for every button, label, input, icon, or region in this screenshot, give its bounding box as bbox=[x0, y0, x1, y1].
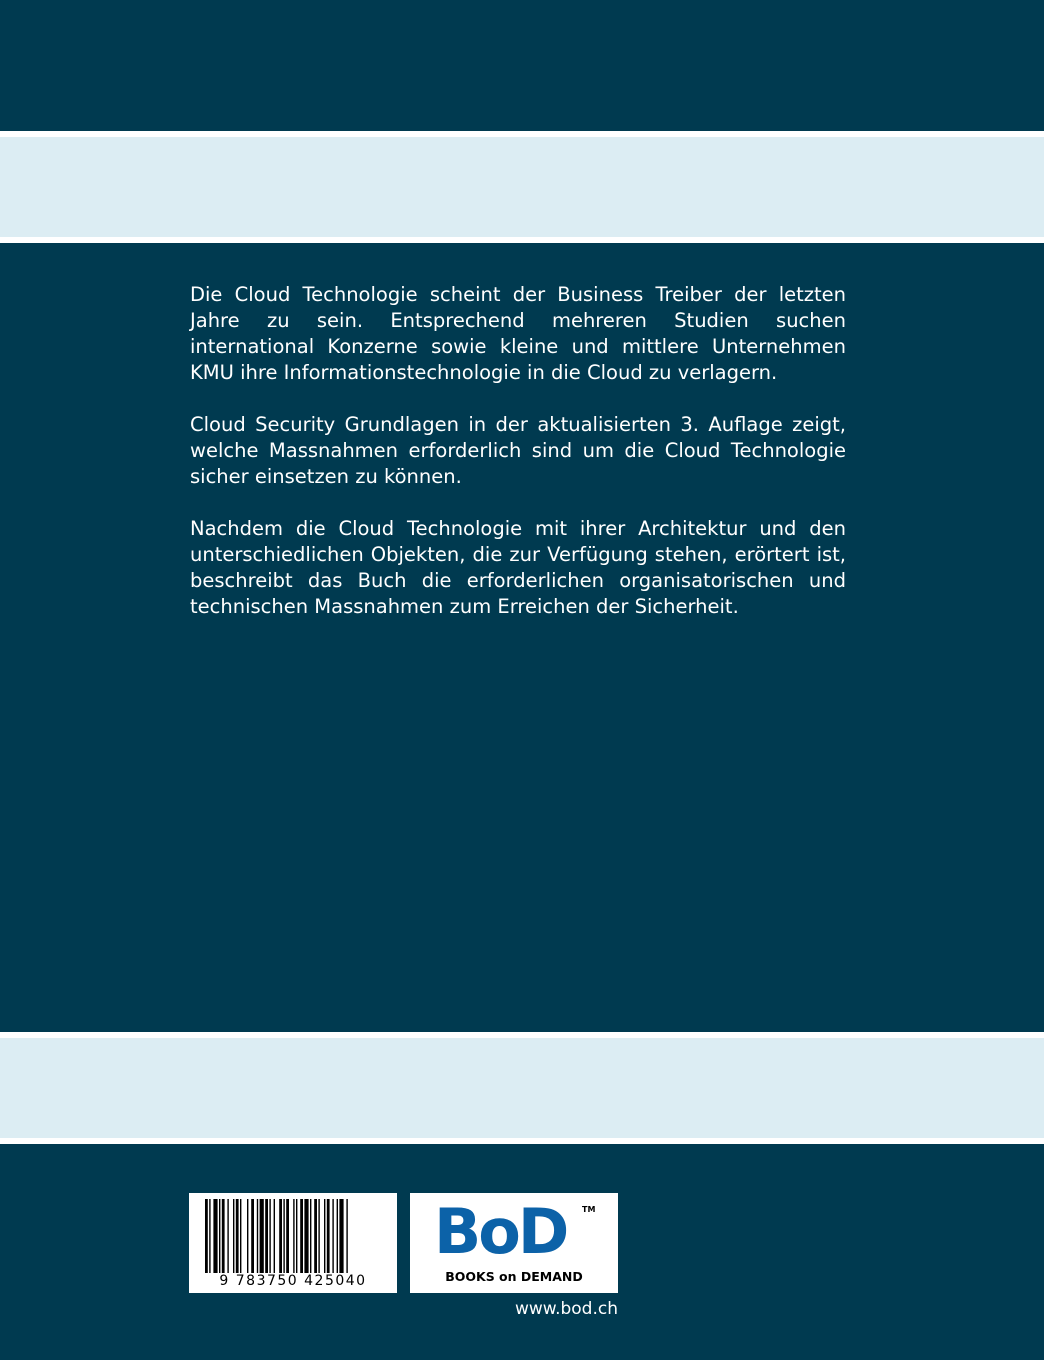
barcode-bar bbox=[209, 1199, 210, 1273]
logo-letter-o: o bbox=[478, 1195, 518, 1268]
barcode-bar bbox=[227, 1199, 228, 1273]
barcode-bar bbox=[233, 1199, 234, 1273]
barcode-bar bbox=[339, 1199, 343, 1273]
barcode-bar bbox=[300, 1199, 303, 1273]
barcode-bar bbox=[236, 1199, 239, 1273]
barcode-bar bbox=[337, 1199, 338, 1273]
blurb-paragraph-1: Die Cloud Technologie scheint der Business Treiber der letzten Jahre zu sein. Entsprechend mehreren Studien suchen international Konzerne sowie kleine und mittlere Unternehmen KMU ihre Informationstechnologie in die Cloud zu verlagern. bbox=[190, 283, 846, 384]
barcode-icon bbox=[201, 1199, 385, 1273]
barcode-bar bbox=[265, 1199, 268, 1273]
barcode-bar bbox=[251, 1199, 254, 1273]
trademark-mark: TM bbox=[582, 1205, 596, 1214]
bottom-light-band bbox=[0, 1038, 1044, 1138]
barcode-bar bbox=[293, 1199, 294, 1273]
publisher-website: www.bod.ch bbox=[514, 1299, 618, 1319]
blurb-paragraph-2: Cloud Security Grundlagen in der aktualisierten 3. Auflage zeigt, welche Massnahmen erforderlich sind um die Cloud Technologie sicher einsetzen zu können. bbox=[190, 413, 846, 488]
barcode-bar bbox=[318, 1199, 319, 1273]
barcode-bar bbox=[314, 1199, 317, 1273]
barcode-bar bbox=[327, 1199, 330, 1273]
top-light-band bbox=[0, 137, 1044, 237]
isbn-barcode bbox=[189, 1193, 397, 1293]
logo-letter-b: B bbox=[434, 1195, 479, 1268]
top-band-line-lower bbox=[0, 237, 1044, 243]
barcode-bar bbox=[324, 1199, 325, 1273]
barcode-bar bbox=[240, 1199, 241, 1273]
bod-logo-wordmark bbox=[434, 1197, 566, 1267]
publisher-subtitle: BOOKS on DEMAND bbox=[445, 1269, 583, 1284]
barcode-bar bbox=[304, 1199, 308, 1273]
barcode-bar bbox=[296, 1199, 297, 1273]
barcode-bar bbox=[219, 1199, 220, 1273]
barcode-bar bbox=[332, 1199, 333, 1273]
barcode-bar bbox=[260, 1199, 264, 1273]
isbn-number: 9 783750 425040 bbox=[219, 1273, 367, 1289]
barcode-bar bbox=[247, 1199, 248, 1273]
barcode-bar bbox=[279, 1199, 282, 1273]
publisher-logo bbox=[410, 1193, 618, 1293]
barcode-bar bbox=[286, 1199, 289, 1273]
logo-letter-d: D bbox=[517, 1195, 567, 1268]
blurb-paragraph-3: Nachdem die Cloud Technologie mit ihrer Architektur und den unterschiedlichen Objekten, die zur Verfügung stehen, erörtert ist, beschreibt das Buch die erforderlichen organisatorischen und technischen Massnahmen zum Erreichen der Sicherheit. bbox=[190, 517, 846, 618]
back-cover-blurb bbox=[190, 282, 846, 646]
barcode-bar bbox=[310, 1199, 311, 1273]
barcode-bar bbox=[257, 1199, 258, 1273]
barcode-bar bbox=[274, 1199, 275, 1273]
barcode-bar bbox=[346, 1199, 347, 1273]
barcode-bar bbox=[269, 1199, 270, 1273]
barcode-bar bbox=[283, 1199, 284, 1273]
barcode-bar bbox=[205, 1199, 208, 1273]
bottom-band-line-lower bbox=[0, 1138, 1044, 1144]
barcode-bar bbox=[222, 1199, 225, 1273]
barcode-bar bbox=[213, 1199, 217, 1273]
